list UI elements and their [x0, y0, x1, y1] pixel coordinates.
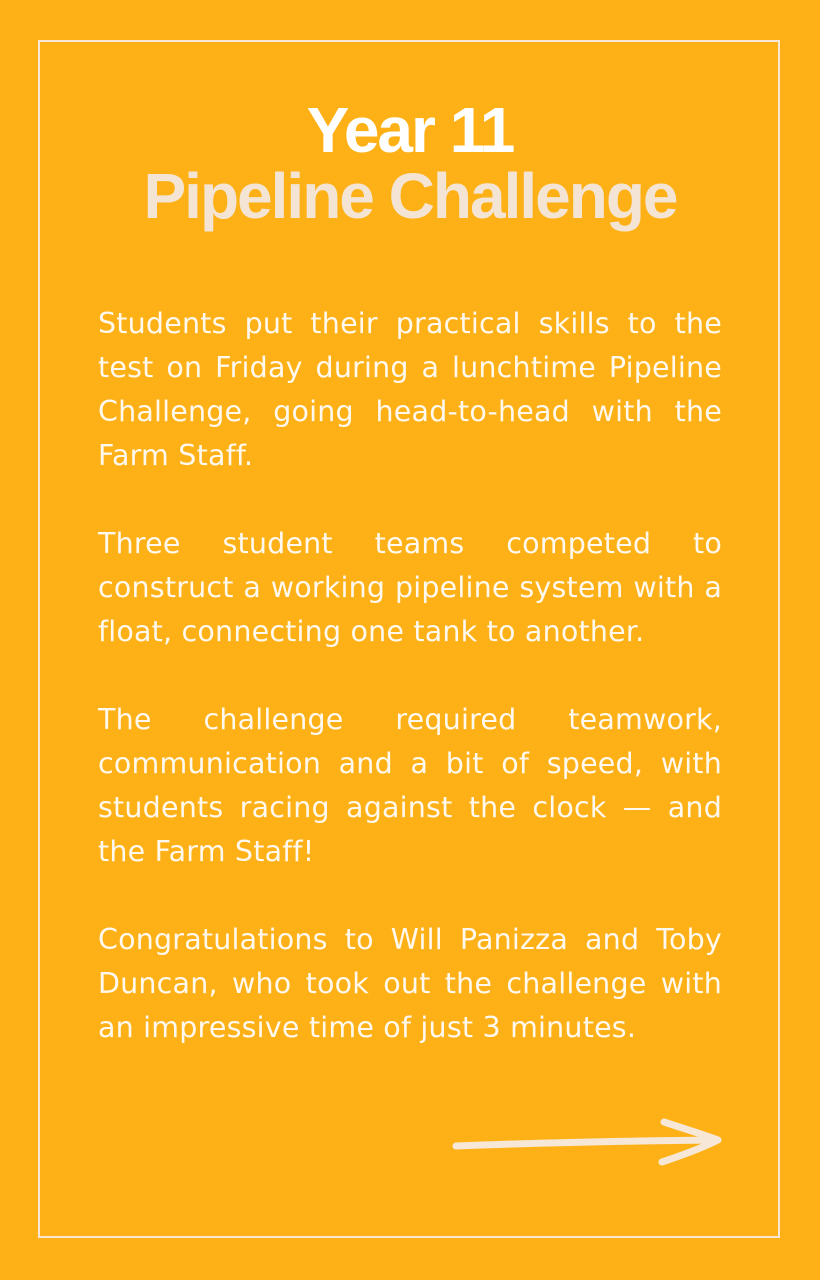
- right-arrow-icon: [452, 1116, 726, 1168]
- paragraph-challenge: The challenge required teamwork, communication and a bit of speed, with students racing against the clock — and the Farm Staff!: [98, 703, 722, 868]
- title-year: Year 11: [306, 94, 514, 166]
- paragraph-congratulations: Congratulations to Will Panizza and Toby Duncan, who took out the challenge with an impressive time of just 3 minutes.: [98, 923, 722, 1044]
- article-body: [98, 302, 722, 1050]
- paragraph-teams: Three student teams competed to construct a working pipeline system with a float, connecting one tank to another.: [98, 527, 722, 648]
- title-challenge: Pipeline Challenge: [143, 160, 677, 232]
- paragraph-intro: Students put their practical skills to the test on Friday during a lunchtime Pipeline Challenge, going head-to-head with the Farm Staff.: [98, 307, 722, 472]
